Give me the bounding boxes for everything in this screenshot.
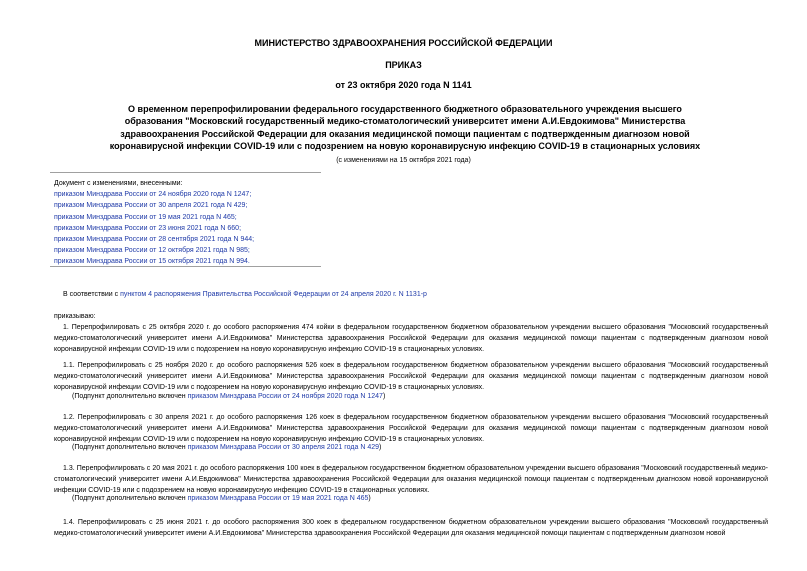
order-word: приказываю:: [54, 313, 96, 320]
paragraph-1-text: 1. Перепрофилировать с 25 октября 2020 г. до особого распоряжения 474 койки в федеральном государственном бюджетном образовательном учреждении высшего образования "Московский государственный медико-стоматологический университет имени А.И.Евдокимова" Министерства здравоохранения Российской Федерации для оказания медицинской помощи пациентам с подтвержденным диагнозом новой коронавирусной инфекции COVID-19 или с подозрением на новую коронавирусную инфекцию COVID-19 в стационарных условиях.: [54, 324, 768, 354]
ministry-heading: МИНИСТЕРСТВО ЗДРАВООХРАНЕНИЯ РОССИЙСКОЙ ФЕДЕРАЦИИ: [254, 38, 553, 48]
paragraph-1-1-note: [72, 393, 385, 400]
paragraph-1-2-note: [72, 444, 381, 451]
paragraph-1-3-text: 1.3. Перепрофилировать с 20 мая 2021 г. до особого распоряжения 100 коек в федеральном государственном бюджетном образовательном учреждении высшего образования "Московский государственный медико-стоматологический университет имени А.И.Евдокимова" Министерства здравоохранения Российской Федерации для оказания медицинской помощи пациентам с подтвержденным диагнозом новой коронавирусной инфекции COVID-19 или с подозрением на новую коронавирусную инфекцию COVID-19 в стационарных условиях.: [54, 465, 768, 495]
paragraph-1: [54, 322, 768, 356]
note-prefix: (Подпункт дополнительно включен: [72, 393, 188, 400]
doc-title: О временном перепрофилировании федерального государственного бюджетного образовательного учреждения высшего образования "Московский государственный медико-стоматологический университет имени А.И.Евдокимова" Министерства здравоохранения Российской Федерации для оказания медицинской помощи пациентам с подтвержденным диагнозом новой коронавирусной инфекции COVID-19 или с подозрением на новую коронавирусную инфекцию COVID-19 в стационарных условиях: [109, 104, 701, 152]
amendment-link-4[interactable]: приказом Минздрава России от 23 июня 2021 года N 660;: [54, 224, 242, 232]
legal-basis-prefix: В соответствии с: [63, 291, 121, 298]
divider-bottom: [50, 266, 321, 267]
paragraph-1-3-note-link[interactable]: приказом Минздрава России от 19 мая 2021 года N 465: [187, 495, 369, 502]
legal-basis: [63, 291, 427, 298]
note-suffix: ): [368, 495, 371, 502]
paragraph-1-4: [54, 517, 768, 539]
doc-type-heading: ПРИКАЗ: [385, 60, 422, 70]
amendment-link-6[interactable]: приказом Минздрава России от 12 октября 2021 года N 985;: [54, 247, 250, 255]
doc-edition-note: (с изменениями на 15 октября 2021 года): [336, 157, 471, 164]
divider-top: [50, 172, 321, 173]
amendments-heading: Документ с изменениями, внесенными:: [54, 180, 183, 187]
amendment-link-2[interactable]: приказом Минздрава России от 30 апреля 2021 года N 429;: [54, 202, 248, 210]
amendment-link-1[interactable]: приказом Минздрава России от 24 ноября 2020 года N 1247;: [54, 191, 252, 199]
amendments-block: [54, 178, 254, 268]
paragraph-1-3-note: [72, 495, 371, 502]
note-prefix: (Подпункт дополнительно включен: [72, 495, 188, 502]
paragraph-1-2-note-link[interactable]: приказом Минздрава России от 30 апреля 2021 года N 429: [187, 444, 379, 451]
paragraph-1-2-text: 1.2. Перепрофилировать с 30 апреля 2021 г. до особого распоряжения 126 коек в федеральном государственном бюджетном образовательном учреждении высшего образования "Московский государственный медико-стоматологический университет имени А.И.Евдокимова" Министерства здравоохранения Российской Федерации для оказания медицинской помощи пациентам с подтвержденным диагнозом новой коронавирусной инфекции COVID-19 или с подозрением на новую коронавирусную инфекцию COVID-19 в стационарных условиях.: [54, 414, 768, 444]
paragraph-1-1-text: 1.1. Перепрофилировать с 25 ноября 2020 г. до особого распоряжения 526 коек в федеральном государственном бюджетном образовательном учреждении высшего образования "Московский государственный медико-стоматологический университет имени А.И.Евдокимова" Министерства здравоохранения Российской Федерации для оказания медицинской помощи пациентам с подтвержденным диагнозом новой коронавирусной инфекции COVID-19 или с подозрением на новую коронавирусную инфекцию COVID-19 в стационарных условиях.: [54, 362, 768, 392]
amendment-link-5[interactable]: приказом Минздрава России от 28 сентября 2021 года N 944;: [54, 236, 255, 244]
amendment-link-3[interactable]: приказом Минздрава России от 19 мая 2021 года N 465;: [54, 213, 237, 221]
paragraph-1-2: [54, 412, 768, 446]
paragraph-1-3: [54, 463, 768, 497]
amendment-link-7[interactable]: приказом Минздрава России от 15 октября 2021 года N 994.: [54, 258, 250, 266]
note-suffix: ): [382, 393, 386, 400]
note-suffix: ): [379, 444, 382, 451]
doc-date-number: от 23 октября 2020 года N 1141: [335, 80, 472, 90]
paragraph-1-4-text: 1.4. Перепрофилировать с 25 июня 2021 г. до особого распоряжения 300 коек в федеральном государственном бюджетном образовательном учреждении высшего образования "Московский государственный медико-стоматологический университет имени А.И.Евдокимова" Министерства здравоохранения Российской Федерации для оказания медицинской помощи пациентам с подтвержденным диагнозом новой: [54, 519, 768, 538]
note-prefix: (Подпункт дополнительно включен: [72, 444, 188, 451]
paragraph-1-1: [54, 360, 768, 394]
paragraph-1-1-note-link[interactable]: приказом Минздрава России от 24 ноября 2020 года N 1247: [187, 393, 383, 400]
legal-basis-link[interactable]: пунктом 4 распоряжения Правительства Российской Федерации от 24 апреля 2020 г. N 1131-р: [120, 291, 427, 298]
